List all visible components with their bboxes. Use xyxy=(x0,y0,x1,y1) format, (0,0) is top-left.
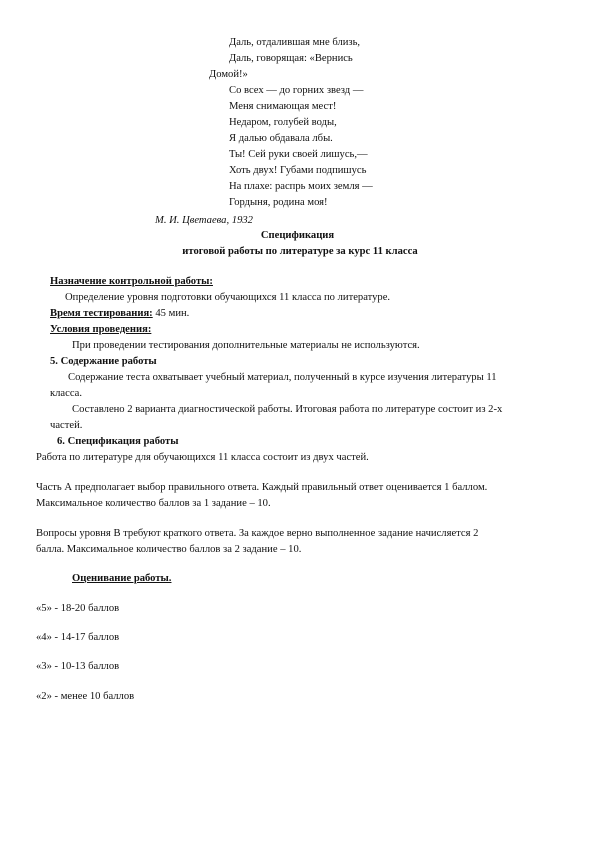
spec-title: Спецификация xyxy=(260,230,335,241)
poem-line: Даль, отдалившая мне близь, xyxy=(229,37,361,48)
grade-item: «2» - менее 10 баллов xyxy=(36,691,135,702)
purpose-text: Определение уровня подготовки обучающихся 11 класса по литературе. xyxy=(65,292,391,303)
section-6-heading: 6. Спецификация работы xyxy=(57,436,179,447)
grading-heading: Оценивание работы. xyxy=(72,573,172,584)
poem-line: Даль, говорящая: «Вернись xyxy=(229,53,353,64)
poem-line: На плахе: распрь моих земля — xyxy=(229,181,373,192)
poem-line: Со всех — до горних звезд — xyxy=(229,85,364,96)
part-a-text: Часть А предполагает выбор правильного ответа. Каждый правильный ответ оценивается 1 баллом. xyxy=(36,482,488,493)
purpose-heading: Назначение контрольной работы: xyxy=(50,276,213,287)
section-5-paragraph-2-cont: частей. xyxy=(50,420,83,431)
grade-item: «4» - 14-17 баллов xyxy=(36,632,120,643)
part-b-text: Вопросы уровня В требуют краткого ответа. За каждое верно выполненное задание начисляется 2 xyxy=(36,528,479,539)
poem-line: Недаром, голубей воды, xyxy=(229,117,337,128)
conditions-heading: Условия проведения: xyxy=(50,324,152,335)
section-5-paragraph-1: Содержание теста охватывает учебный материал, полученный в курсе изучения литературы 11 xyxy=(68,372,497,383)
conditions-text: При проведении тестирования дополнительные материалы не используются. xyxy=(72,340,420,351)
time-label: Время тестирования: xyxy=(50,308,153,319)
grade-item: «3» - 10-13 баллов xyxy=(36,661,120,672)
poem-signature: М. И. Цветаева, 1932 xyxy=(155,215,253,226)
poem-line: Меня снимающая мест! xyxy=(229,101,337,112)
section-6-text: Работа по литературе для обучающихся 11 класса состоит из двух частей. xyxy=(36,452,369,463)
poem-line: Я далью обдавала лбы. xyxy=(229,133,333,144)
poem-line: Домой!» xyxy=(209,69,248,80)
part-a-text-cont: Максимальное количество баллов за 1 задание – 10. xyxy=(36,498,271,509)
time-value: 45 мин. xyxy=(152,308,190,319)
poem-line: Хоть двух! Губами подпишусь xyxy=(229,165,367,176)
poem-line: Ты! Сей руки своей лишусь,— xyxy=(229,149,368,160)
poem-line: Гордыня, родина моя! xyxy=(229,197,328,208)
grade-item: «5» - 18-20 баллов xyxy=(36,603,120,614)
section-5-paragraph-2: Составлено 2 варианта диагностической работы. Итоговая работа по литературе состоит из 2-х xyxy=(72,404,503,415)
part-b-text-cont: балла. Максимальное количество баллов за 2 задание – 10. xyxy=(36,544,302,555)
section-5-heading: 5. Содержание работы xyxy=(50,356,157,367)
time-line xyxy=(50,309,189,320)
section-5-paragraph-1-cont: класса. xyxy=(50,388,83,399)
spec-subtitle: итоговой работы по литературе за курс 11 класса xyxy=(182,246,418,257)
